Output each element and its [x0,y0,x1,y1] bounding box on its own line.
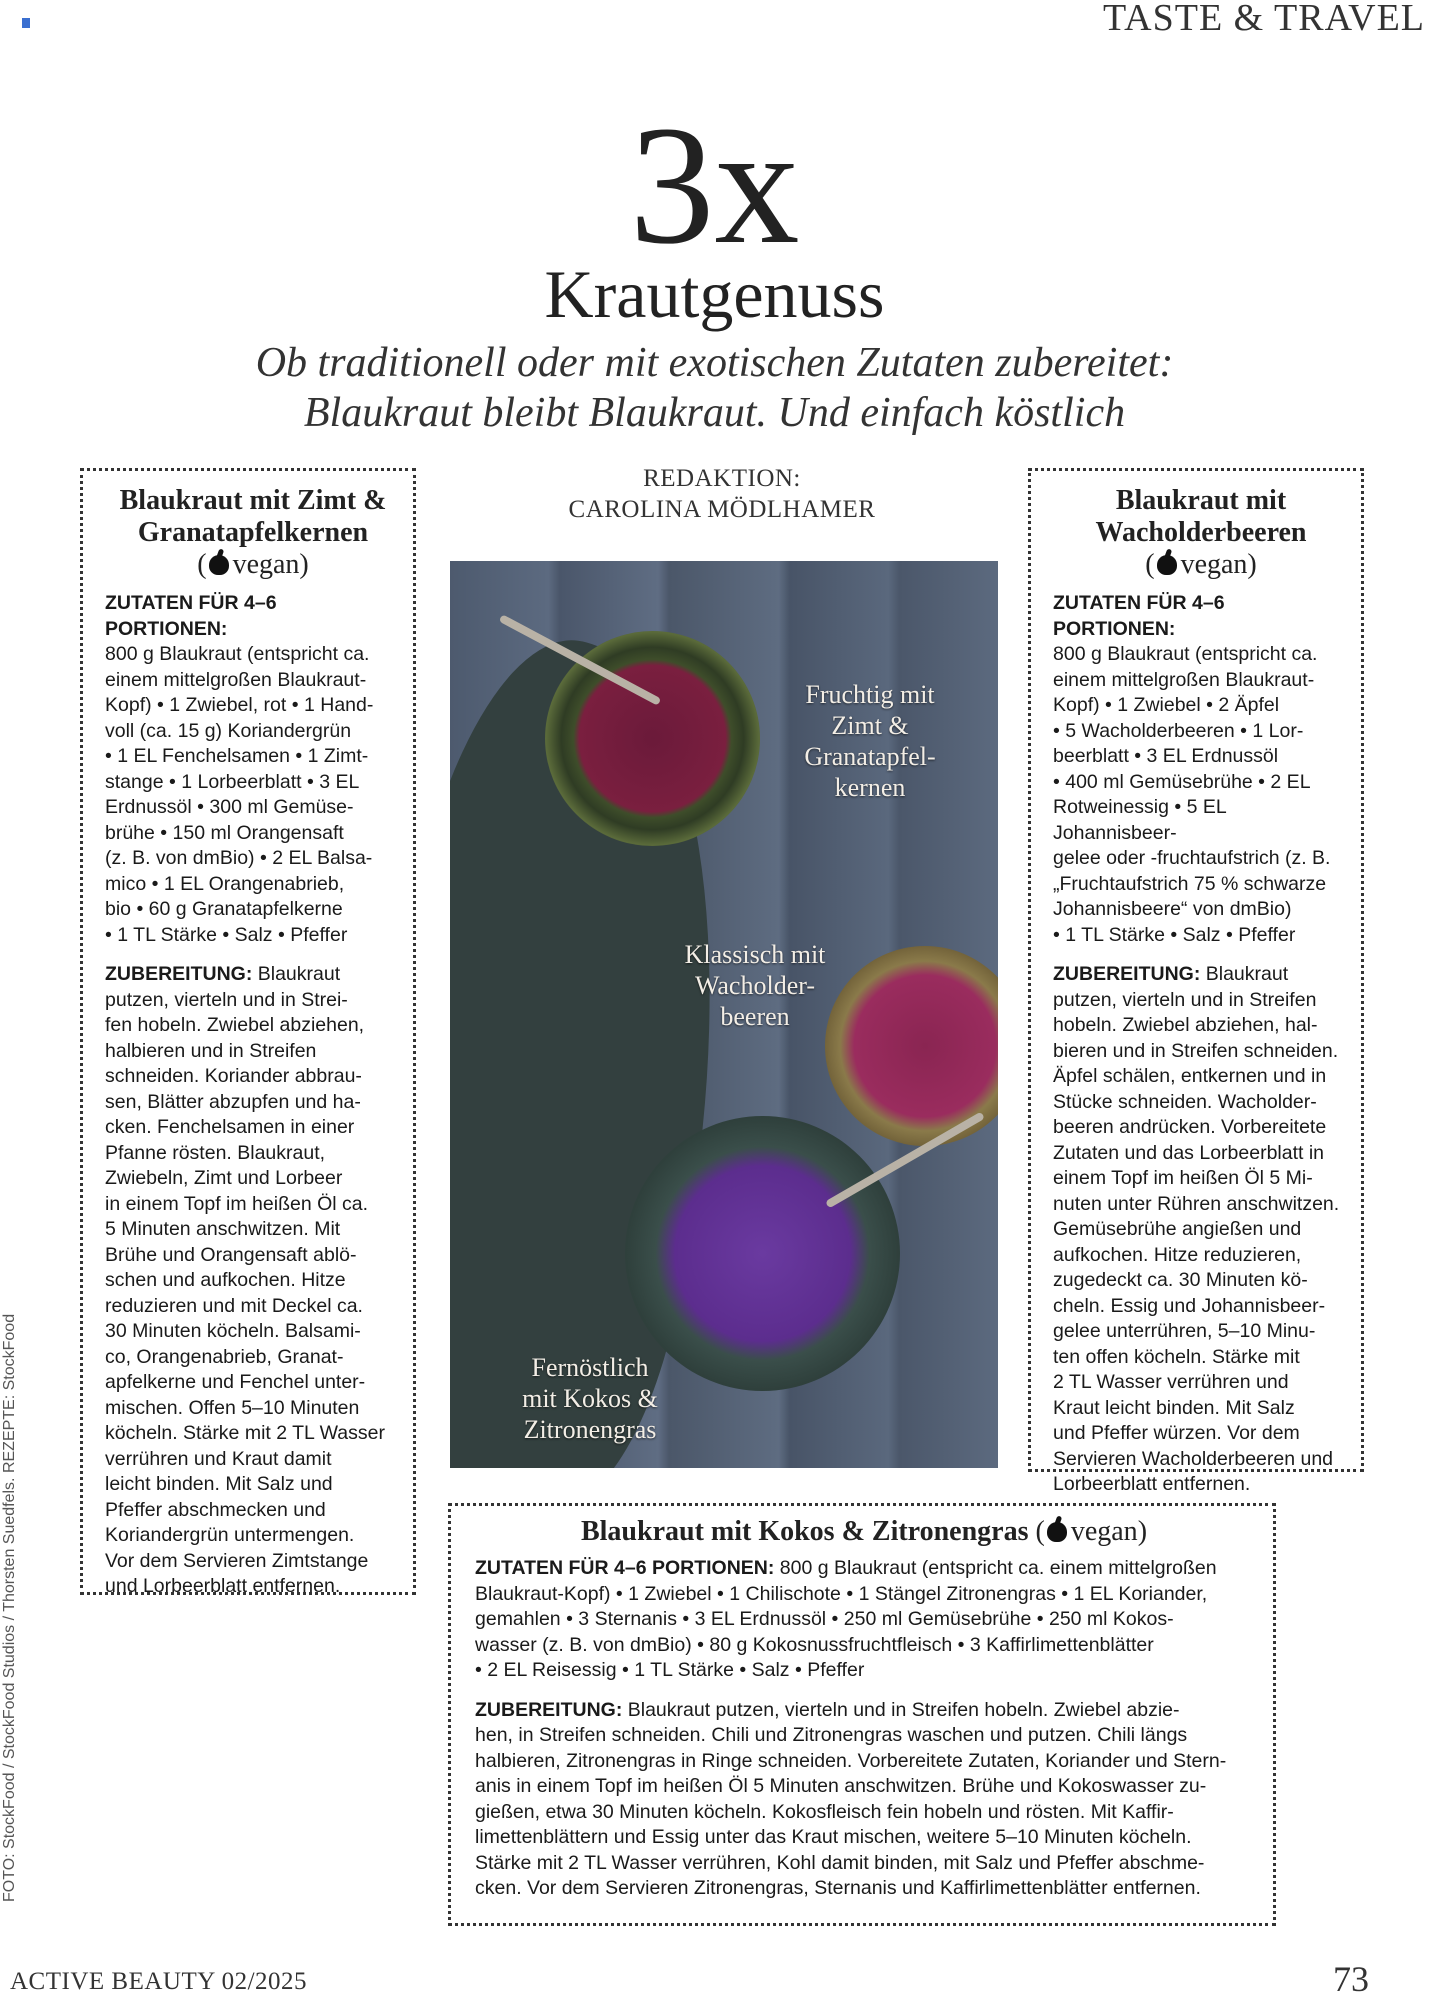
ingredient-line: (z. B. von dmBio) • 2 EL Balsa- [105,847,373,869]
vegan-apple-icon [1157,555,1177,575]
ingredient-line: Erdnussöl • 300 ml Gemüse- [105,796,354,818]
ingredient-line: 800 g Blaukraut (entspricht ca. [105,643,370,665]
recipe2-prep-label: ZUBEREITUNG: [1053,963,1201,985]
editor-name: CAROLINA MÖDLHAMER [568,496,876,523]
recipe1-prep-label: ZUBEREITUNG: [105,963,253,985]
preparation-line: Lorbeerblatt entfernen. [1053,1473,1251,1495]
ingredient-line: bio • 60 g Granatapfelkerne [105,898,343,920]
preparation-line: nuten unter Rühren anschwitzen. [1053,1192,1340,1215]
preparation-line: Zutaten und das Lorbeerblatt in [1053,1141,1325,1164]
preparation-line: putzen, vierteln und in Streifen [1053,988,1317,1011]
preparation-line: ten offen köcheln. Stärke mit [1053,1345,1300,1368]
recipe1-prep-list [105,988,401,1600]
photo-credit: FOTO: StockFood / StockFood Studios / Thorsten Suedfels. REZEPTE: StockFood [1,1313,18,1902]
recipe1-ingredients [105,591,401,948]
preparation-line: limettenblättern und Essig unter das Kraut mischen, weitere 5–10 Minuten köcheln. [475,1826,1192,1848]
recipe3-ingredients-first: 800 g Blaukraut (entspricht ca. einem mittelgroßen [774,1557,1217,1579]
caption1-line-2: Zimt & [831,711,909,740]
caption2-line-3: beeren [720,1002,790,1031]
recipe2-ingredients [1053,591,1349,948]
ingredient-line: 800 g Blaukraut (entspricht ca. [1053,643,1318,665]
hero-count: 3x [629,91,800,279]
preparation-line: Pfanne rösten. Blaukraut, [105,1141,326,1164]
vegan-apple-icon [209,555,229,575]
recipe1-title-line-2: Granatapfelkernen [137,517,369,548]
preparation-line: cken. Fenchelsamen in einer [105,1116,355,1138]
preparation-line: schneiden. Koriander abbrau- [105,1065,362,1087]
recipe1-ingredients-label: ZUTATEN FÜR 4–6 PORTIONEN: [105,592,277,640]
preparation-line: Äpfel schälen, entkernen und in [1053,1065,1327,1087]
preparation-line: gießen, etwa 30 Minuten köcheln. Kokosfleisch fein hobeln und rösten. Mit Kaffir- [475,1800,1174,1823]
food-photo [450,561,998,1468]
recipe2-title [1053,485,1349,549]
preparation-line: Kraut leicht binden. Mit Salz [1053,1396,1295,1419]
preparation-line: in einem Topf im heißen Öl ca. [105,1192,369,1215]
ingredient-line: einem mittelgroßen Blaukraut- [105,668,367,691]
ingredient-line: mico • 1 EL Orangenabrieb, [105,872,345,895]
ingredient-line: • 400 ml Gemüsebrühe • 2 EL [1053,770,1311,793]
recipe2-vegan-label: vegan [1180,549,1248,580]
page-title: Krautgenuss [544,256,885,332]
recipe3-preparation [475,1698,1253,1902]
preparation-line: hen, in Streifen schneiden. Chili und Zitronengras waschen und putzen. Chili längs [475,1724,1188,1746]
preparation-line: Vor dem Servieren Zimtstange [105,1549,369,1572]
caption3-line-2: mit Kokos & [522,1384,658,1413]
recipe1-preparation [105,962,401,1600]
recipe2-preparation [1053,962,1349,1498]
preparation-line: einem Topf im heißen Öl 5 Mi- [1053,1167,1313,1189]
preparation-line: Stücke schneiden. Wacholder- [1053,1090,1317,1113]
recipe2-prep-list [1053,988,1349,1498]
recipe1-title [105,485,401,549]
preparation-line: fen hobeln. Zwiebel abziehen, [105,1014,365,1036]
magazine-issue: ACTIVE BEAUTY 02/2025 [10,1968,308,1995]
preparation-line: anis in einem Topf im heißen Öl 5 Minuten anschwitzen. Brühe und Kokoswasser zu- [475,1775,1207,1797]
preparation-line: köcheln. Stärke mit 2 TL Wasser [105,1422,385,1444]
preparation-line: aufkochen. Hitze reduzieren, [1053,1243,1302,1266]
preparation-line: gelee unterrühren, 5–10 Minu- [1053,1320,1316,1342]
recipe2-ingredients-list [1053,642,1349,948]
ingredient-line: gelee oder -fruchtaufstrich (z. B. [1053,847,1331,869]
preparation-line: co, Orangenabrieb, Granat- [105,1345,344,1368]
ingredient-line: voll (ca. 15 g) Koriandergrün [105,719,352,742]
ingredient-line: brühe • 150 ml Orangensaft [105,821,344,844]
caption1-line-1: Fruchtig mit [805,680,935,709]
recipe3-prep-first: Blaukraut putzen, vierteln und in Streifen hobeln. Zwiebel abzie- [622,1698,1180,1721]
preparation-line: 30 Minuten köcheln. Balsami- [105,1320,361,1342]
recipe-box-kokos [448,1503,1276,1926]
recipe1-prep-first: Blaukraut [252,963,341,985]
photo-caption-klassisch [655,939,855,1032]
preparation-line: mischen. Offen 5–10 Minuten [105,1396,360,1419]
preparation-line: verrühren und Kraut damit [105,1447,332,1470]
preparation-line: schen und aufkochen. Hitze [105,1269,346,1291]
preparation-line: 2 TL Wasser verrühren und [1053,1371,1289,1393]
preparation-line: Brühe und Orangensaft ablö- [105,1243,357,1266]
preparation-line: halbieren, Zitronengras in Ringe schneiden. Vorbereitete Zutaten, Koriander und Stern- [475,1749,1227,1772]
preparation-line: putzen, vierteln und in Strei- [105,988,348,1011]
recipe1-title-line-1: Blaukraut mit Zimt & [119,485,387,516]
preparation-line: 5 Minuten anschwitzen. Mit [105,1218,341,1240]
ingredient-line: • 1 EL Fenchelsamen • 1 Zimt- [105,745,369,767]
preparation-line: cken. Vor dem Servieren Zitronengras, Sternanis und Kaffirlimettenblätter entfernen. [475,1877,1201,1899]
recipe-box-zimt [80,468,416,1595]
ingredient-line: Blaukraut-Kopf) • 1 Zwiebel • 1 Chilischote • 1 Stängel Zitronengras • 1 EL Koriander, [475,1582,1208,1605]
page-number: 73 [1333,1959,1369,1999]
preparation-line: sen, Blätter abzupfen und ha- [105,1090,361,1113]
vegan-apple-icon [1047,1522,1067,1542]
ingredient-line: Kopf) • 1 Zwiebel • 2 Äpfel [1053,694,1280,716]
recipe1-ingredients-list [105,642,401,948]
photo-bowl-kokos [625,1116,900,1391]
photo-caption-fernoestlich [460,1352,720,1445]
recipe3-title: Blaukraut mit Kokos & Zitronengras ( vegan) [580,1516,1148,1547]
preparation-line: apfelkerne und Fenchel unter- [105,1371,366,1393]
ingredient-line: • 1 TL Stärke • Salz • Pfeffer [1053,923,1296,946]
ingredient-line: beerblatt • 3 EL Erdnussöl [1053,745,1279,767]
recipe2-vegan-tag: ( vegan) [1145,549,1257,580]
preparation-line: beeren andrücken. Vorbereitete [1053,1116,1327,1138]
recipe2-title-line-1: Blaukraut mit [1115,485,1287,516]
caption2-line-2: Wacholder- [694,971,816,1000]
ingredient-line: einem mittelgroßen Blaukraut- [1053,668,1315,691]
preparation-line: Servieren Wacholderbeeren und [1053,1447,1334,1470]
ingredient-line: stange • 1 Lorbeerblatt • 3 EL [105,770,360,793]
preparation-line: reduzieren und mit Deckel ca. [105,1294,363,1317]
preparation-line: zugedeckt ca. 30 Minuten kö- [1053,1269,1308,1291]
ingredient-line: Johannisbeere“ von dmBio) [1053,898,1292,920]
preparation-line: Gemüsebrühe angießen und [1053,1218,1302,1240]
editor-label: REDAKTION: [643,465,801,492]
preparation-line: bieren und in Streifen schneiden. [1053,1039,1339,1062]
recipe3-ingredients-label: ZUTATEN FÜR 4–6 PORTIONEN: [475,1557,775,1579]
section-header: TASTE & TRAVEL [1102,0,1425,39]
editor-credit [530,463,914,525]
ingredient-line: • 1 TL Stärke • Salz • Pfeffer [105,923,348,946]
preparation-line: Koriandergrün untermengen. [105,1524,355,1546]
photo-caption-fruchtig [770,679,970,803]
recipe3-ingredients [475,1556,1253,1684]
preparation-line: cheln. Essig und Johannisbeer- [1053,1294,1326,1317]
subtitle-line-1: Ob traditionell oder mit exotischen Zutaten zubereitet: [255,340,1174,386]
preparation-line: halbieren und in Streifen [105,1039,317,1062]
recipe3-ingredients-list [475,1582,1253,1684]
recipe3-vegan-label: vegan [1070,1516,1138,1547]
recipe-box-wacholder [1028,468,1364,1495]
preparation-line: Pfeffer abschmecken und [105,1498,326,1521]
recipe1-vegan-label: vegan [232,549,300,580]
preparation-line: Zwiebeln, Zimt und Lorbeer [105,1167,343,1189]
caption3-line-3: Zitronengras [523,1415,657,1444]
preparation-line: und Lorbeerblatt entfernen. [105,1575,341,1597]
preparation-line: leicht binden. Mit Salz und [105,1473,333,1495]
recipe2-title-line-2: Wacholderbeeren [1095,517,1307,548]
preparation-line: hobeln. Zwiebel abziehen, hal- [1053,1014,1318,1036]
caption1-line-4: kernen [834,773,906,802]
preparation-line: und Pfeffer würzen. Vor dem [1053,1422,1300,1444]
recipe3-prep-list [475,1723,1253,1902]
ingredient-line: gemahlen • 3 Sternanis • 3 EL Erdnussöl • 250 ml Gemüsebrühe • 250 ml Kokos- [475,1608,1174,1630]
ingredient-line: wasser (z. B. von dmBio) • 80 g Kokosnussfruchtfleisch • 3 Kaffirlimettenblätter [475,1633,1154,1656]
recipe3-title-text: Blaukraut mit Kokos & Zitronengras [580,1516,1029,1547]
page-marker [22,18,30,28]
ingredient-line: • 5 Wacholderbeeren • 1 Lor- [1053,719,1304,742]
caption1-line-3: Granatapfel- [804,742,936,771]
ingredient-line: • 2 EL Reisessig • 1 TL Stärke • Salz • Pfeffer [475,1659,865,1681]
subtitle-line-2: Blaukraut bleibt Blaukraut. Und einfach köstlich [303,390,1126,436]
page-subtitle [0,338,1429,438]
caption3-line-1: Fernöstlich [531,1353,649,1382]
preparation-line: Stärke mit 2 TL Wasser verrühren, Kohl damit binden, mit Salz und Pfeffer abschme- [475,1851,1205,1874]
caption2-line-1: Klassisch mit [684,940,826,969]
ingredient-line: „Fruchtaufstrich 75 % schwarze [1053,872,1327,895]
ingredient-line: Kopf) • 1 Zwiebel, rot • 1 Hand- [105,694,374,716]
recipe3-prep-label: ZUBEREITUNG: [475,1698,623,1721]
ingredient-line: Rotweinessig • 5 EL Johannisbeer- [1053,796,1227,844]
recipe1-vegan-tag: ( vegan) [197,549,309,580]
recipe2-ingredients-label: ZUTATEN FÜR 4–6 PORTIONEN: [1053,592,1225,640]
recipe2-prep-first: Blaukraut [1200,963,1289,985]
